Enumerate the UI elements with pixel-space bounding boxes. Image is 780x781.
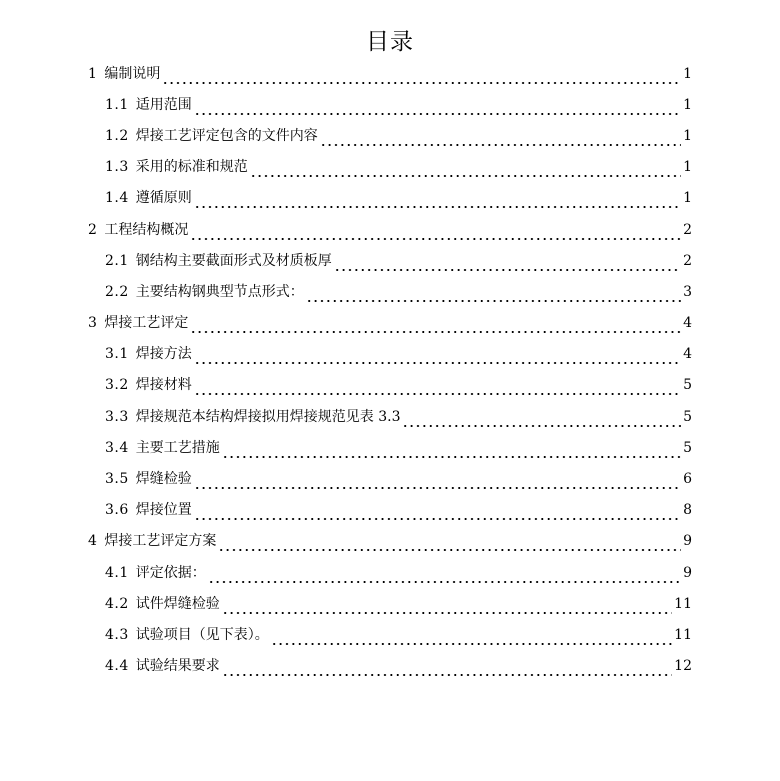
toc-entry-title: 工程结构概况 — [104, 221, 189, 238]
toc-entry-number: 1.2 — [105, 127, 129, 144]
toc-entry[interactable] — [88, 651, 692, 682]
toc-entry-page: 4 — [683, 315, 692, 332]
toc-entry-number: 1.1 — [105, 96, 129, 113]
toc-entry[interactable] — [88, 370, 692, 401]
toc-entry-page: 1 — [683, 159, 692, 176]
toc-entry-number: 3.5 — [105, 471, 129, 488]
toc-dot-leader — [222, 599, 672, 617]
toc-entry-title: 编制说明 — [104, 65, 161, 82]
toc-entry-page: 8 — [683, 502, 692, 519]
toc-entry-title: 采用的标准和规范 — [135, 159, 248, 176]
toc-entry-page: 9 — [683, 533, 692, 550]
toc-entry-number: 2.1 — [105, 252, 129, 269]
toc-entry[interactable] — [88, 120, 692, 151]
toc-entry-number: 3 — [88, 315, 98, 332]
toc-entry-page: 6 — [683, 471, 692, 488]
toc-dot-leader — [250, 162, 681, 180]
toc-entry-title: 试验结果要求 — [135, 658, 220, 675]
toc-entry-title: 焊接规范本结构焊接拟用焊接规范见表 3.3 — [135, 408, 401, 425]
toc-entry-page: 2 — [683, 221, 692, 238]
toc-dot-leader — [320, 131, 681, 149]
toc-dot-leader — [271, 630, 672, 648]
toc-entry-page: 1 — [683, 190, 692, 207]
toc-dot-leader — [222, 443, 681, 461]
toc-entry[interactable] — [88, 152, 692, 183]
toc-entry-page: 4 — [683, 346, 692, 363]
toc-dot-leader — [194, 349, 681, 367]
toc-entry-number: 4.4 — [105, 658, 129, 675]
toc-entry[interactable] — [88, 245, 692, 276]
toc-entry-number: 4.1 — [105, 564, 129, 581]
toc-entry-number: 3.4 — [105, 439, 129, 456]
toc-dot-leader — [190, 225, 681, 243]
toc-entry-number: 1.4 — [105, 190, 129, 207]
toc-entry-title: 试验项目（见下表）。 — [135, 626, 269, 643]
toc-entry-title: 焊接工艺评定包含的文件内容 — [135, 127, 318, 144]
toc-entry[interactable] — [88, 557, 692, 588]
toc-entry-title: 试件焊缝检验 — [135, 595, 220, 612]
toc-dot-leader — [194, 474, 681, 492]
toc-entry[interactable] — [88, 276, 692, 307]
toc-dot-leader — [208, 568, 681, 586]
toc-entry-title: 钢结构主要截面形式及材质板厚 — [135, 252, 332, 269]
toc-entry[interactable] — [88, 619, 692, 650]
toc-entry[interactable] — [88, 339, 692, 370]
toc-entry-number: 1 — [88, 65, 98, 82]
toc-entry[interactable] — [88, 214, 692, 245]
toc-entry-number: 3.6 — [105, 502, 129, 519]
toc-entry[interactable] — [88, 308, 692, 339]
toc-dot-leader — [306, 287, 681, 305]
toc-entry-page: 3 — [683, 283, 692, 300]
toc-entry-title: 评定依据： — [135, 564, 206, 581]
table-of-contents — [88, 58, 692, 682]
toc-entry-title: 主要工艺措施 — [135, 439, 220, 456]
toc-entry[interactable] — [88, 526, 692, 557]
toc-dot-leader — [194, 193, 681, 211]
toc-entry-page: 12 — [674, 658, 692, 675]
toc-dot-leader — [218, 536, 681, 554]
page-title: 目录 — [366, 29, 414, 55]
toc-entry-page: 1 — [683, 96, 692, 113]
toc-entry[interactable] — [88, 432, 692, 463]
toc-entry-number: 4.3 — [105, 626, 129, 643]
toc-dot-leader — [190, 318, 681, 336]
toc-entry[interactable] — [88, 495, 692, 526]
toc-entry-title: 适用范围 — [135, 96, 192, 113]
toc-dot-leader — [402, 412, 681, 430]
toc-entry-title: 焊接材料 — [135, 377, 192, 394]
toc-entry[interactable] — [88, 588, 692, 619]
toc-entry-title: 主要结构钢典型节点形式： — [135, 283, 304, 300]
toc-entry-number: 3.1 — [105, 346, 129, 363]
toc-dot-leader — [194, 505, 681, 523]
toc-dot-leader — [162, 69, 681, 87]
toc-entry-number: 3.3 — [105, 408, 129, 425]
toc-entry-page: 11 — [674, 595, 692, 612]
toc-entry[interactable] — [88, 58, 692, 89]
toc-entry-number: 4 — [88, 533, 98, 550]
toc-entry-title: 焊缝检验 — [135, 471, 192, 488]
toc-dot-leader — [194, 380, 681, 398]
toc-entry-page: 11 — [674, 626, 692, 643]
toc-entry-title: 焊接位置 — [135, 502, 192, 519]
toc-entry-title: 焊接工艺评定 — [104, 315, 189, 332]
toc-entry-number: 3.2 — [105, 377, 129, 394]
toc-entry-title: 遵循原则 — [135, 190, 192, 207]
toc-entry-page: 1 — [683, 127, 692, 144]
toc-dot-leader — [334, 256, 681, 274]
toc-entry-title: 焊接工艺评定方案 — [104, 533, 217, 550]
toc-entry[interactable] — [88, 463, 692, 494]
toc-entry-page: 5 — [683, 408, 692, 425]
toc-entry-page: 1 — [683, 65, 692, 82]
toc-entry[interactable] — [88, 401, 692, 432]
toc-dot-leader — [222, 661, 672, 679]
toc-entry-number: 4.2 — [105, 595, 129, 612]
toc-entry-page: 5 — [683, 439, 692, 456]
toc-entry-page: 9 — [683, 564, 692, 581]
toc-entry-title: 焊接方法 — [135, 346, 192, 363]
toc-entry-number: 2.2 — [105, 283, 129, 300]
toc-entry[interactable] — [88, 89, 692, 120]
toc-dot-leader — [194, 100, 681, 118]
toc-entry-page: 5 — [683, 377, 692, 394]
toc-entry-page: 2 — [683, 252, 692, 269]
toc-entry[interactable] — [88, 183, 692, 214]
toc-entry-number: 2 — [88, 221, 98, 238]
toc-entry-number: 1.3 — [105, 159, 129, 176]
